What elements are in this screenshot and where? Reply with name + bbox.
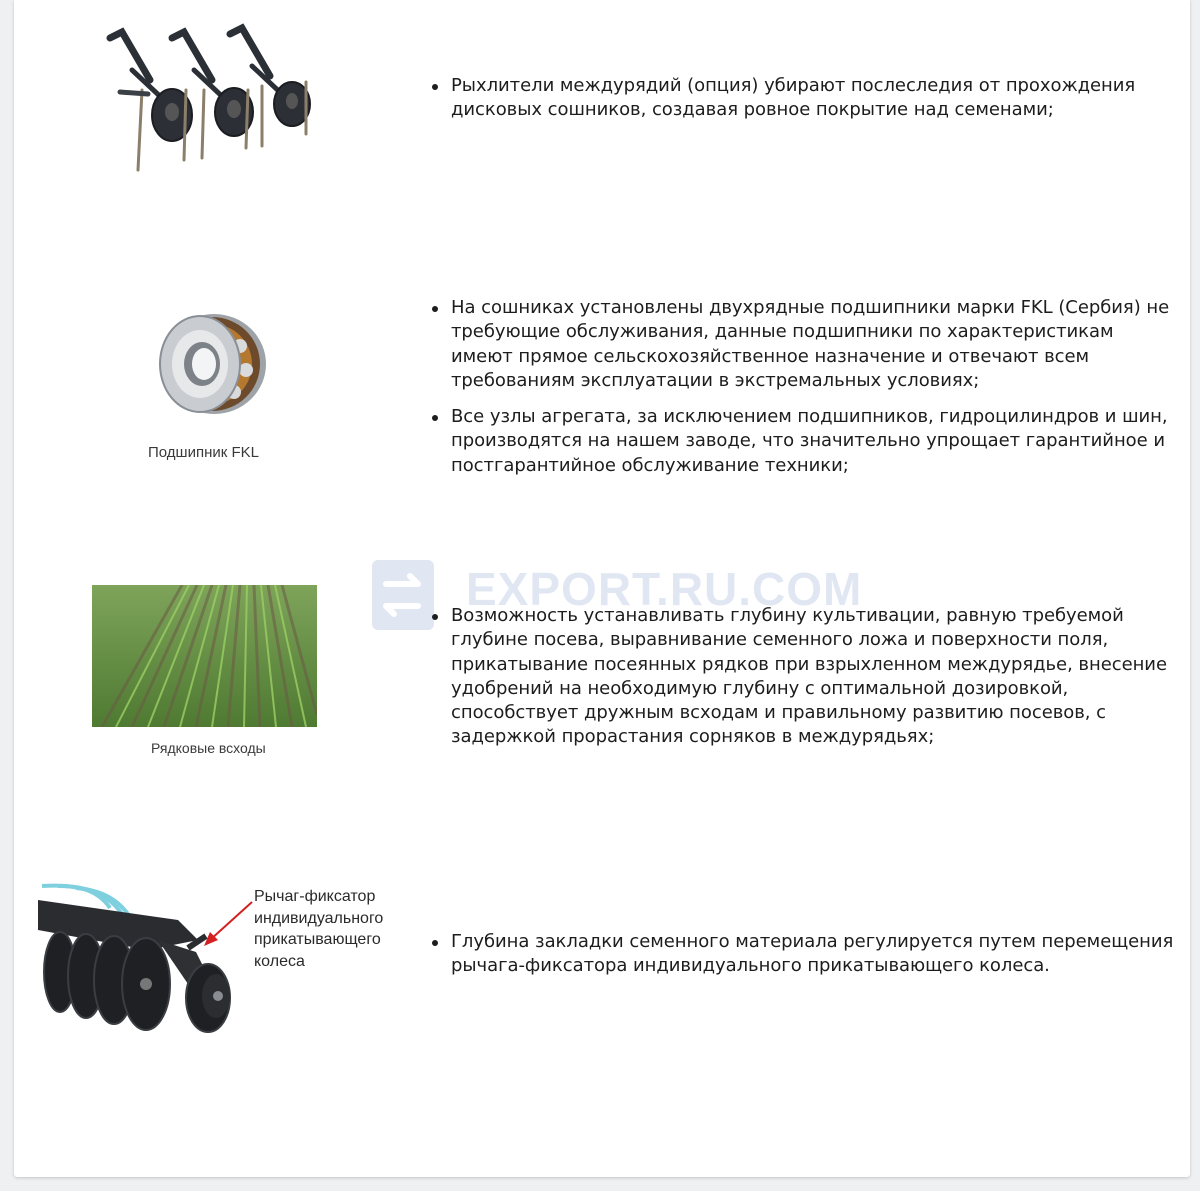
callout-line: индивидуального — [254, 909, 384, 927]
bullet-list — [430, 296, 1176, 490]
callout-line: Рычаг-фиксатор — [254, 888, 376, 905]
section-bearings — [14, 230, 1190, 540]
callout-arrow-icon — [200, 898, 256, 950]
section-packer-lever — [14, 840, 1190, 1170]
bullet-item: Возможность устанавливать глубину культивации, равную требуемой глубине посева, выравнивание семенного ложа и поверхности поля, прикатывание посеянных рядков при взрыхленном междурядье, внесение удобрений на необходимую глубину с оптимальной дозировкой, способствует дружным всходам и правильному развитию посевов, с задержкой прорастания сорняков в междурядьях; — [430, 604, 1176, 750]
bullet-item: Глубина закладки семенного материала регулируется путем перемещения рычага-фиксатора индивидуального прикатывающего колеса. — [430, 930, 1176, 979]
bullet-item: Рыхлители междурядий (опция) убирают послеследия от прохождения дисковых сошников, создавая ровное покрытие над семенами; — [430, 74, 1176, 123]
row-cleaner-image — [102, 20, 312, 185]
bullet-list — [430, 74, 1176, 135]
bullet-item: На сошниках установлены двухрядные подшипники марки FKL (Сербия) не требующие обслуживания, данные подшипники по характеристикам имеют прямое сельскохозяйственное назначение и отвечают всем требованиям эксплуатации в экстремальных условиях; — [430, 296, 1176, 393]
sprouts-caption: Рядковые всходы — [151, 740, 266, 756]
bearing-caption: Подшипник FKL — [148, 444, 259, 461]
section-row-cleaners — [14, 0, 1190, 230]
callout-line: колеса — [254, 952, 305, 970]
bullet-list — [430, 604, 1176, 762]
callout-line: прикатывающего — [254, 931, 381, 948]
bullet-item: Все узлы агрегата, за исключением подшипников, гидроцилиндров и шин, производятся на нашем заводе, что значительно упрощает гарантийное и постгарантийное обслуживание техники; — [430, 405, 1176, 478]
section-row-sprouts — [14, 540, 1190, 840]
content-card — [14, 0, 1190, 1177]
watermark-text: EXPORT.RU.COM — [466, 563, 863, 615]
bearing-image — [142, 306, 272, 426]
field-sprouts-image — [92, 585, 317, 727]
bullet-list — [430, 930, 1176, 991]
lever-callout — [254, 886, 404, 972]
